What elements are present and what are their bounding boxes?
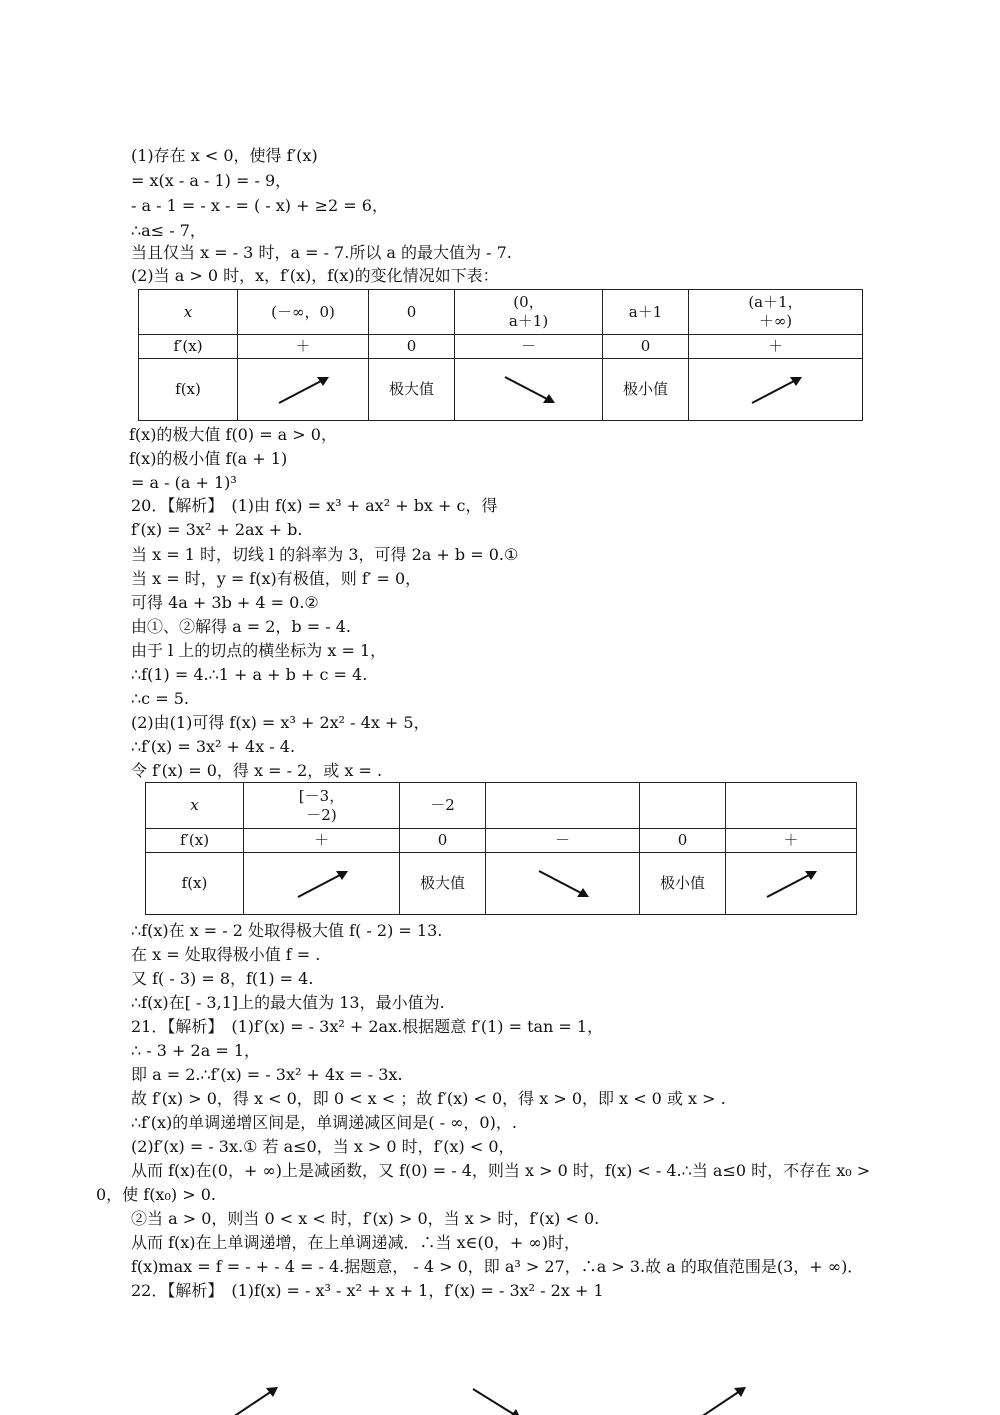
table-header-cell (640, 783, 726, 829)
table-func-label: f(x) (146, 853, 244, 915)
text-line: = x(x - a - 1) = - 9， (131, 171, 292, 190)
text-line: 当 x = 时，y = f(x)有极值，则 f′ = 0， (131, 569, 422, 588)
decreasing-arrow-cell (455, 359, 603, 421)
text-line: f(x)的极小值 f(a + 1) (129, 449, 288, 468)
text-line: ∴f′(x)的单调递增区间是，单调递减区间是( - ∞，0)，. (131, 1113, 517, 1132)
table-header-cell: (0， a＋1) (455, 290, 603, 335)
text-line: 22．【解析】 (1)f(x) = - x³ - x² + x + 1，f′(x) = - 3x² - 2x + 1 (131, 1281, 604, 1300)
variation-table-1 (138, 289, 863, 421)
text-line: 故 f′(x) > 0，得 x < 0，即 0 < x < ；故 f′(x) < 0，得 x > 0，即 x < 0 或 x > . (131, 1089, 726, 1108)
table-func-label: f(x) (139, 359, 238, 421)
text-line: (1)存在 x < 0，使得 f′(x) (131, 146, 318, 165)
increasing-arrow-icon (292, 867, 352, 901)
text-line: 0，使 f(x₀) > 0. (96, 1185, 216, 1204)
table-deriv-cell: － (455, 335, 603, 359)
table-max-cell: 极大值 (369, 359, 455, 421)
text-line: 21．【解析】 (1)f′(x) = - 3x² + 2ax.根据题意 f′(1) = tan = 1， (131, 1017, 604, 1036)
text-line: f′(x) = 3x² + 2ax + b. (131, 520, 303, 539)
table-deriv-cell: 0 (369, 335, 455, 359)
table-deriv-cell: ＋ (244, 829, 400, 853)
table-header-cell: 0 (369, 290, 455, 335)
table-deriv-cell: ＋ (726, 829, 857, 853)
text-line: 由①、②解得 a = 2，b = - 4. (131, 617, 351, 636)
text-line: 从而 f(x)在(0，+ ∞)上是减函数，又 f(0) = - 4，则当 x > 0 时，f(x) < - 4.∴当 a≤0 时，不存在 x₀ > (131, 1161, 871, 1180)
text-line: 在 x = 处取得极小值 f = . (131, 945, 321, 964)
text-line: = a - (a + 1)³ (131, 473, 237, 492)
table-deriv-cell: 0 (640, 829, 726, 853)
text-line: ∴ - 3 + 2a = 1， (131, 1041, 260, 1060)
decreasing-arrow-icon (499, 373, 559, 407)
increasing-arrow-icon (746, 373, 806, 407)
text-line: 令 f′(x) = 0，得 x = - 2，或 x = . (131, 761, 383, 780)
text-line: ∴c = 5. (131, 689, 189, 708)
table-deriv-cell: ＋ (689, 335, 863, 359)
text-line: 又 f( - 3) = 8，f(1) = 4. (131, 969, 314, 988)
text-line: 可得 4a + 3b + 4 = 0.② (131, 593, 319, 612)
table-header-cell (486, 783, 640, 829)
table-header-cell: x (139, 290, 238, 335)
increasing-arrow-icon (273, 373, 333, 407)
text-line: ②当 a > 0，则当 0 < x < 时，f′(x) > 0，当 x > 时，f′(x) < 0. (131, 1209, 600, 1228)
table-deriv-cell: － (486, 829, 640, 853)
table-header-cell: x (146, 783, 244, 829)
increasing-arrow-icon (761, 867, 821, 901)
decreasing-arrow-icon (469, 1385, 525, 1415)
text-line: 当且仅当 x = - 3 时，a = - 7.所以 a 的最大值为 - 7. (131, 243, 512, 262)
increasing-arrow-icon (694, 1385, 750, 1415)
table-header-cell (726, 783, 857, 829)
table-header-cell: (－∞，0) (238, 290, 369, 335)
text-line: ∴f(x)在[ - 3,1]上的最大值为 13，最小值为. (131, 993, 445, 1012)
text-line: ∴a≤ - 7， (131, 221, 206, 240)
text-line: 从而 f(x)在上单调递增，在上单调递减．∴当 x∈(0，+ ∞)时， (131, 1233, 580, 1252)
table-deriv-cell: f′(x) (139, 335, 238, 359)
text-line: (2)由(1)可得 f(x) = x³ + 2x² - 4x + 5， (131, 713, 430, 732)
table-header-cell: [－3， －2) (244, 783, 400, 829)
table-deriv-cell: f′(x) (146, 829, 244, 853)
table-deriv-cell: 0 (603, 335, 689, 359)
variation-table-2 (145, 782, 857, 915)
decreasing-arrow-cell (486, 853, 640, 915)
table-max-cell: 极大值 (400, 853, 486, 915)
text-line: 当 x = 1 时，切线 l 的斜率为 3，可得 2a + b = 0.① (131, 545, 519, 564)
increasing-arrow-cell (726, 853, 857, 915)
text-line: 20．【解析】 (1)由 f(x) = x³ + ax² + bx + c，得 (131, 496, 498, 515)
text-line: ∴f(1) = 4.∴1 + a + b + c = 4. (131, 665, 368, 684)
increasing-arrow-cell (244, 853, 400, 915)
table-deriv-cell: 0 (400, 829, 486, 853)
table-min-cell: 极小值 (640, 853, 726, 915)
table-header-cell: (a＋1， ＋∞) (689, 290, 863, 335)
text-line: (2)f′(x) = - 3x.① 若 a≤0，当 x > 0 时，f′(x) < 0， (131, 1137, 515, 1156)
text-line: f(x)max = f = - + - 4 = - 4.据题意， - 4 > 0，即 a³ > 27，∴a > 3.故 a 的取值范围是(3，+ ∞)． (131, 1257, 864, 1276)
increasing-arrow-cell (238, 359, 369, 421)
table-header-cell: a＋1 (603, 290, 689, 335)
text-line: ∴f(x)在 x = - 2 处取得极大值 f( - 2) = 13. (131, 921, 443, 940)
text-line: 由于 l 上的切点的横坐标为 x = 1， (131, 641, 387, 660)
table-min-cell: 极小值 (603, 359, 689, 421)
text-line: f(x)的极大值 f(0) = a > 0， (129, 425, 337, 444)
increasing-arrow-icon (226, 1385, 282, 1415)
decreasing-arrow-icon (533, 867, 593, 901)
text-line: - a - 1 = - x - = ( - x) + ≥2 = 6， (131, 196, 388, 215)
text-line: (2)当 a > 0 时，x，f′(x)，f(x)的变化情况如下表： (131, 266, 499, 285)
text-line: ∴f′(x) = 3x² + 4x - 4. (131, 737, 296, 756)
table-header-cell: －2 (400, 783, 486, 829)
increasing-arrow-cell (689, 359, 863, 421)
table-deriv-cell: ＋ (238, 335, 369, 359)
text-line: 即 a = 2.∴f′(x) = - 3x² + 4x = - 3x. (131, 1065, 403, 1084)
